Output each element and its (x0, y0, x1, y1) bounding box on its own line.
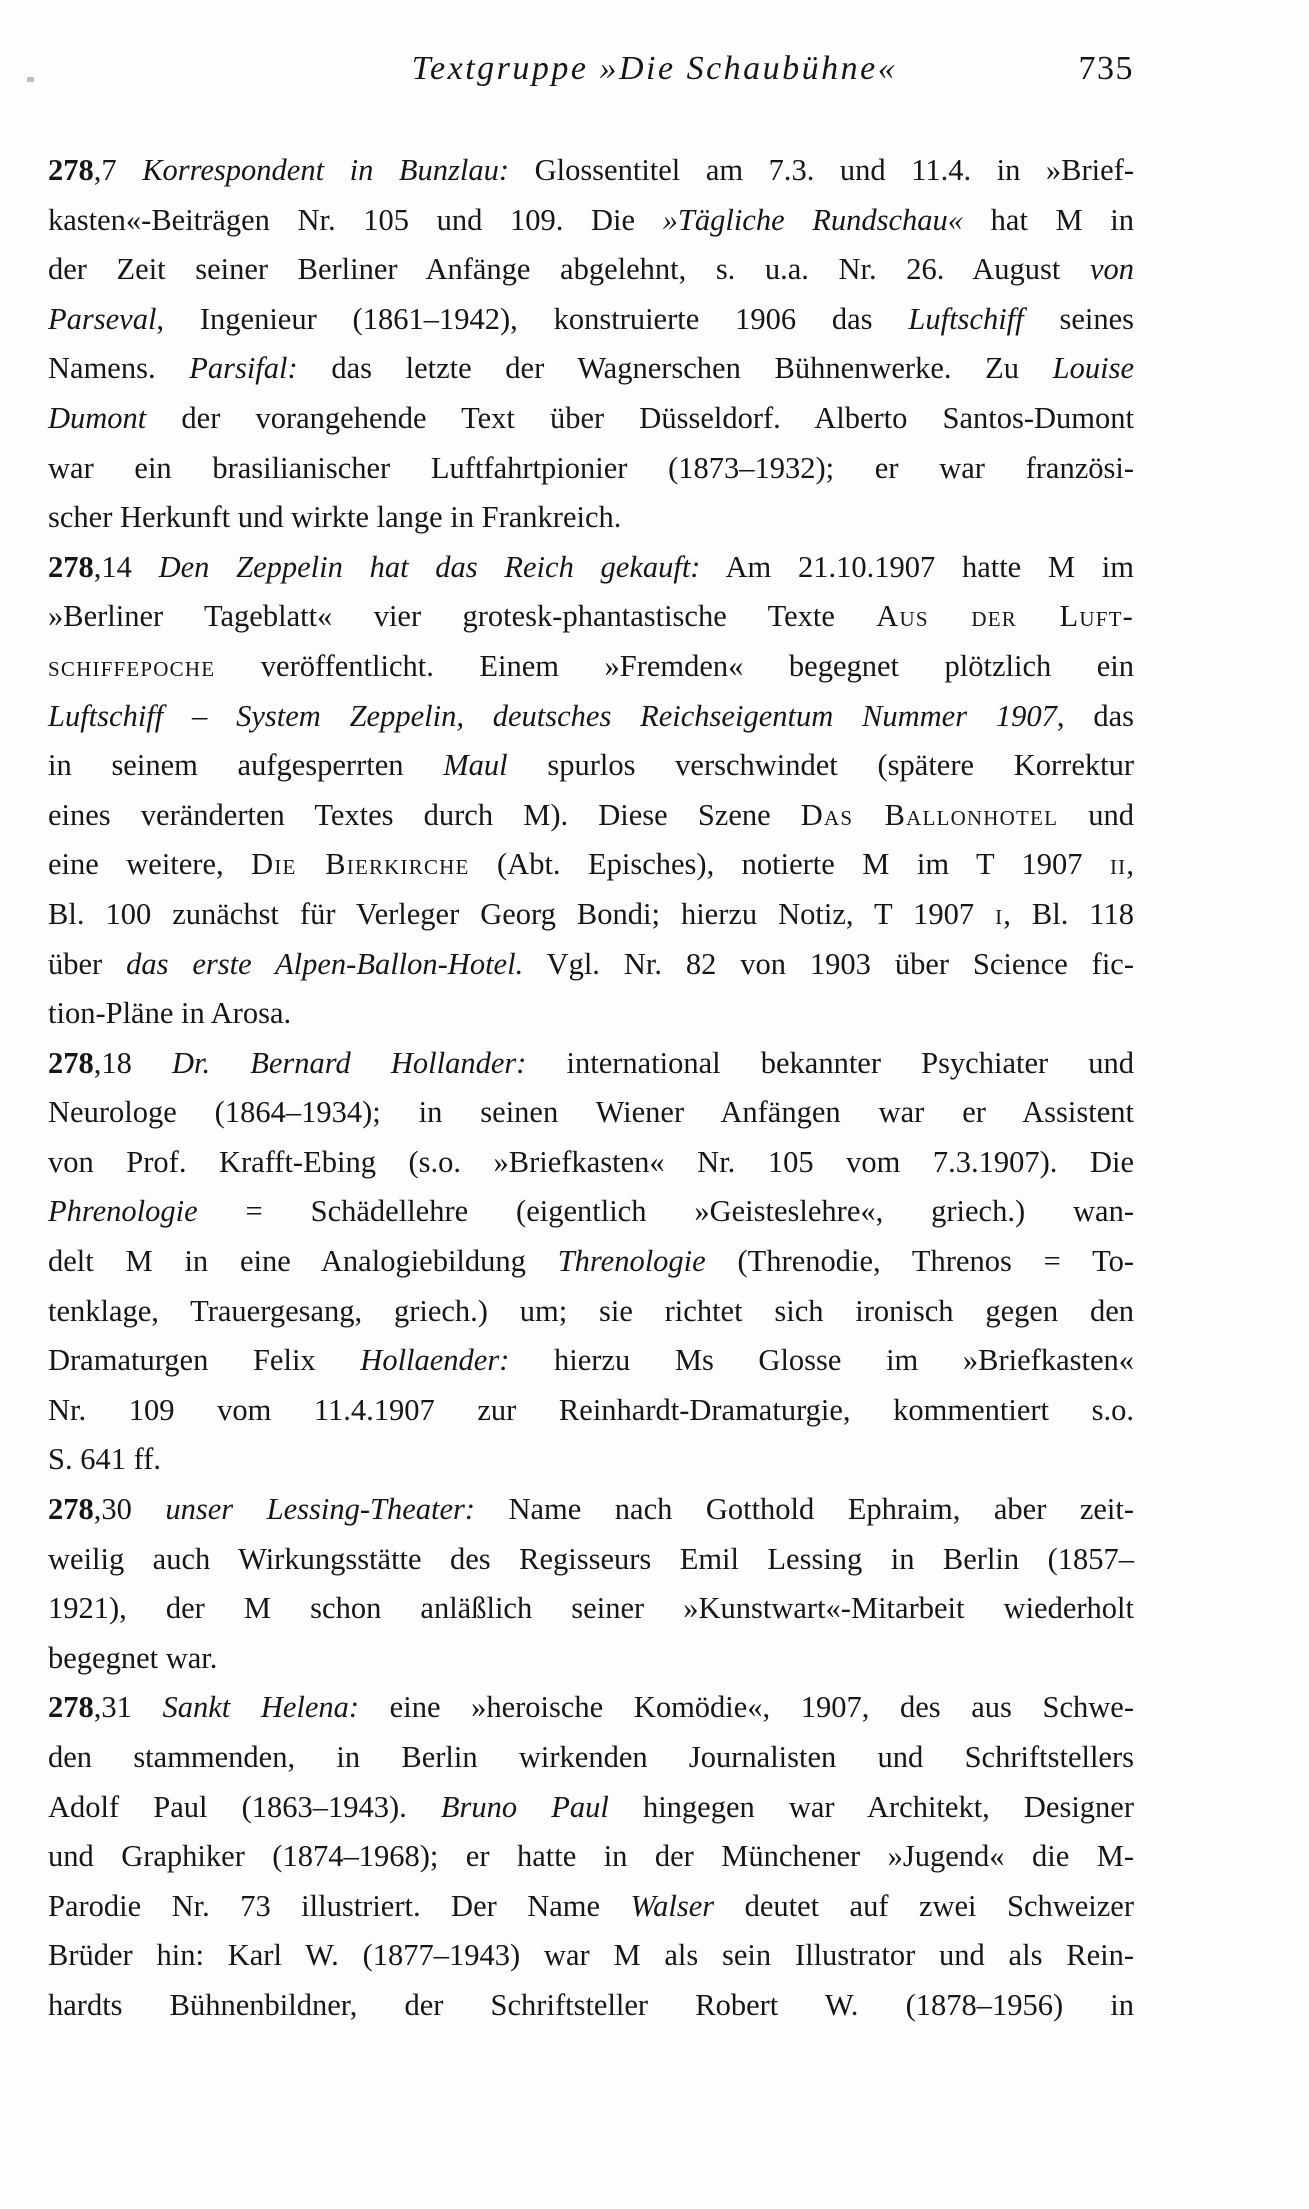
text-line (48, 493, 1134, 543)
text-line (48, 890, 1134, 940)
text-segment: hierzu Ms Glosse im »Briefkasten« (509, 1343, 1134, 1378)
text-segment: von (1089, 252, 1134, 287)
text-segment: hat M in (963, 202, 1135, 237)
text-segment: Namens. (48, 351, 190, 386)
text-segment: delt M in eine Analogiebildung (48, 1244, 558, 1279)
text-segment: veröffentlicht. Einem »Fremden« begegnet plötzlich ein (215, 648, 1134, 683)
text-segment: Parsifal: (189, 351, 298, 386)
text-segment: Louise (1052, 351, 1134, 386)
text-segment: Maul (443, 748, 508, 783)
text-segment: international bekannter Psychiater und (526, 1045, 1135, 1080)
text-segment: spurlos verschwindet (spätere Korrektur (507, 748, 1134, 783)
text-line (48, 295, 1134, 345)
text-line (48, 1088, 1134, 1138)
text-segment: »Tägliche Rundschau« (662, 202, 964, 237)
text-segment: ,7 (93, 153, 143, 187)
text-segment: schiffepoche (48, 648, 216, 683)
text-segment: Parseval (48, 301, 157, 336)
text-segment: = Schädellehre (eigentlich »Geisteslehre«, griech.) wan- (197, 1194, 1134, 1229)
text-line (48, 444, 1134, 494)
text-line (48, 1039, 1134, 1089)
text-line (48, 1336, 1134, 1386)
text-segment: das erste Alpen-Ballon-Hotel. (126, 946, 524, 981)
text-line (48, 1287, 1134, 1337)
text-segment: 278 (48, 549, 94, 584)
running-header (0, 50, 1309, 100)
text-line (48, 344, 1134, 394)
text-segment: 278 (48, 1492, 94, 1527)
text-segment: war ein brasilianischer Luftfahrtpionier (1873–1932); er war französi- (48, 450, 1134, 485)
text-segment: Die Bierkirche (251, 847, 470, 882)
text-segment: Threnologie (557, 1244, 706, 1279)
text-segment: eine weitere, (48, 847, 252, 882)
text-segment: ,14 (93, 549, 159, 584)
text-line (48, 1535, 1134, 1585)
text-segment: Vgl. Nr. 82 von 1903 über Science fic- (523, 946, 1134, 981)
text-segment: Glossentitel am 7.3. und 11.4. in »Brief- (509, 153, 1135, 187)
text-segment: in seinem aufgesperrten (48, 748, 444, 783)
text-segment: eine »heroische Komödie«, 1907, des aus Schwe- (359, 1690, 1134, 1725)
text-segment: das letzte der Wagnerschen Bühnenwerke. Zu (297, 351, 1053, 386)
page-number: 735 (1078, 50, 1134, 87)
text-line (48, 1634, 1134, 1684)
text-line (48, 840, 1134, 890)
text-segment: seines (1023, 301, 1135, 336)
text-line (48, 1138, 1134, 1188)
text-segment: Parodie Nr. 73 illustriert. Der Name (48, 1888, 631, 1923)
commentary-entry (48, 1039, 1134, 1485)
text-segment: eines veränderten Textes durch M). Diese Szene (48, 797, 801, 832)
text-segment: Phrenologie (48, 1194, 198, 1229)
text-segment: 1921), der M schon anläßlich seiner »Kunstwart«-Mitarbeit wiederholt (48, 1591, 1134, 1626)
text-segment: der Zeit seiner Berliner Anfänge abgelehnt, s. u.a. Nr. 26. August (48, 252, 1090, 287)
text-segment: Bl. 100 zunächst für Verleger Georg Bondi; hierzu Notiz, T 1907 (48, 896, 996, 931)
text-segment: , Bl. 118 (1003, 896, 1134, 931)
text-segment: 278 (48, 153, 94, 187)
text-segment: hardts Bühnenbildner, der Schriftsteller Robert W. (1878–1956) in (48, 1987, 1134, 2022)
text-segment: 278 (48, 1045, 94, 1080)
text-line (48, 1783, 1134, 1833)
commentary-entry (48, 1485, 1134, 1683)
text-segment: Den Zeppelin hat das Reich gekauft: (158, 549, 701, 584)
text-line (48, 1584, 1134, 1634)
text-line (48, 543, 1134, 593)
text-segment: Bruno Paul (440, 1789, 609, 1824)
text-segment: Adolf Paul (1863–1943). (48, 1789, 441, 1824)
text-segment: begegnet war. (48, 1640, 218, 1675)
text-line (48, 940, 1134, 990)
text-line (48, 692, 1134, 742)
text-line (48, 196, 1134, 246)
text-segment: , (1126, 847, 1134, 882)
text-line (48, 1683, 1134, 1733)
text-segment: tenklage, Trauergesang, griech.) um; sie richtet sich ironisch gegen den (48, 1293, 1134, 1328)
commentary-entry (48, 1683, 1134, 2030)
text-segment: Luftschiff (908, 301, 1024, 336)
text-segment: weilig auch Wirkungsstätte des Regisseurs Emil Lessing in Berlin (1857– (48, 1541, 1134, 1576)
text-segment: Korrespondent in Bunzlau: (142, 153, 510, 187)
commentary-entry (48, 543, 1134, 1039)
text-segment: Aus der Luft- (876, 599, 1134, 634)
text-segment: , Ingenieur (1861–1942), konstruierte 1906 das (156, 301, 909, 336)
text-segment: und (1058, 797, 1135, 832)
text-segment: über (48, 946, 127, 981)
text-segment: hingegen war Architekt, Designer (608, 1789, 1134, 1824)
text-segment: i (995, 896, 1004, 931)
commentary-entry (48, 146, 1134, 543)
text-segment: Name nach Gotthold Ephraim, aber zeit- (475, 1492, 1135, 1527)
text-segment: und Graphiker (1874–1968); er hatte in der Münchener »Jugend« die M- (48, 1839, 1134, 1874)
text-segment: Luftschiff – System Zeppelin, deutsches Reichseigentum Nummer 1907 (48, 698, 1057, 733)
text-line (48, 989, 1134, 1039)
text-segment: Das Ballonhotel (800, 797, 1059, 832)
text-segment: Nr. 109 vom 11.4.1907 zur Reinhardt-Dramaturgie, kommentiert s.o. (48, 1392, 1134, 1427)
text-line (48, 1981, 1134, 2031)
text-line (48, 791, 1134, 841)
text-segment: Hollaender: (360, 1343, 510, 1378)
text-line (48, 245, 1134, 295)
text-segment: ,18 (93, 1045, 172, 1080)
text-segment: Sankt Helena: (162, 1690, 360, 1725)
text-segment: kasten«-Beiträgen Nr. 105 und 109. Die (48, 202, 663, 237)
text-segment: Brüder hin: Karl W. (1877–1943) war M als sein Illustrator und als Rein- (48, 1938, 1134, 1973)
text-segment: Dumont (48, 400, 147, 435)
text-segment: scher Herkunft und wirkte lange in Frankreich. (48, 500, 622, 535)
text-segment: Am 21.10.1907 hatte M im (700, 549, 1134, 584)
text-line (48, 394, 1134, 444)
text-segment: Dramaturgen Felix (48, 1343, 361, 1378)
text-segment: (Abt. Episches), notierte M im T 1907 (469, 847, 1110, 882)
text-line (48, 1237, 1134, 1287)
text-segment: , das (1056, 698, 1134, 733)
text-line (48, 1485, 1134, 1535)
text-segment: »Berliner Tageblatt« vier grotesk-phantastische Texte (48, 599, 877, 634)
text-line (48, 741, 1134, 791)
text-line (48, 1931, 1134, 1981)
text-segment: von Prof. Krafft-Ebing (s.o. »Briefkasten« Nr. 105 vom 7.3.1907). Die (48, 1144, 1134, 1179)
text-segment: Neurologe (1864–1934); in seinen Wiener Anfängen war er Assistent (48, 1095, 1134, 1130)
text-segment: ii (1109, 847, 1127, 882)
text-segment: 278 (48, 1690, 94, 1725)
text-segment: ,31 (93, 1690, 163, 1725)
text-line (48, 592, 1134, 642)
text-segment: tion-Pläne in Arosa. (48, 996, 292, 1031)
text-segment: den stammenden, in Berlin wirkenden Journalisten und Schriftstellers (48, 1740, 1134, 1774)
text-line (48, 642, 1134, 692)
text-segment: (Threnodie, Threnos = To- (705, 1244, 1134, 1279)
text-segment: ,30 (93, 1492, 166, 1527)
text-line (48, 146, 1134, 196)
text-block (48, 146, 1134, 2031)
text-line (48, 1882, 1134, 1932)
text-segment: Walser (630, 1888, 715, 1923)
text-line (48, 1386, 1134, 1436)
chapter-title: Textgruppe »Die Schaubühne« (411, 50, 898, 87)
text-line (48, 1832, 1134, 1882)
text-line (48, 1187, 1134, 1237)
text-segment: S. 641 ff. (48, 1442, 161, 1477)
text-segment: der vorangehende Text über Düsseldorf. Alberto Santos-Dumont (146, 400, 1134, 435)
text-line (48, 1435, 1134, 1485)
text-segment: Dr. Bernard Hollander: (171, 1045, 527, 1080)
text-segment: unser Lessing-Theater: (165, 1492, 476, 1527)
text-segment: deutet auf zwei Schweizer (714, 1888, 1135, 1923)
text-line (48, 1733, 1134, 1783)
